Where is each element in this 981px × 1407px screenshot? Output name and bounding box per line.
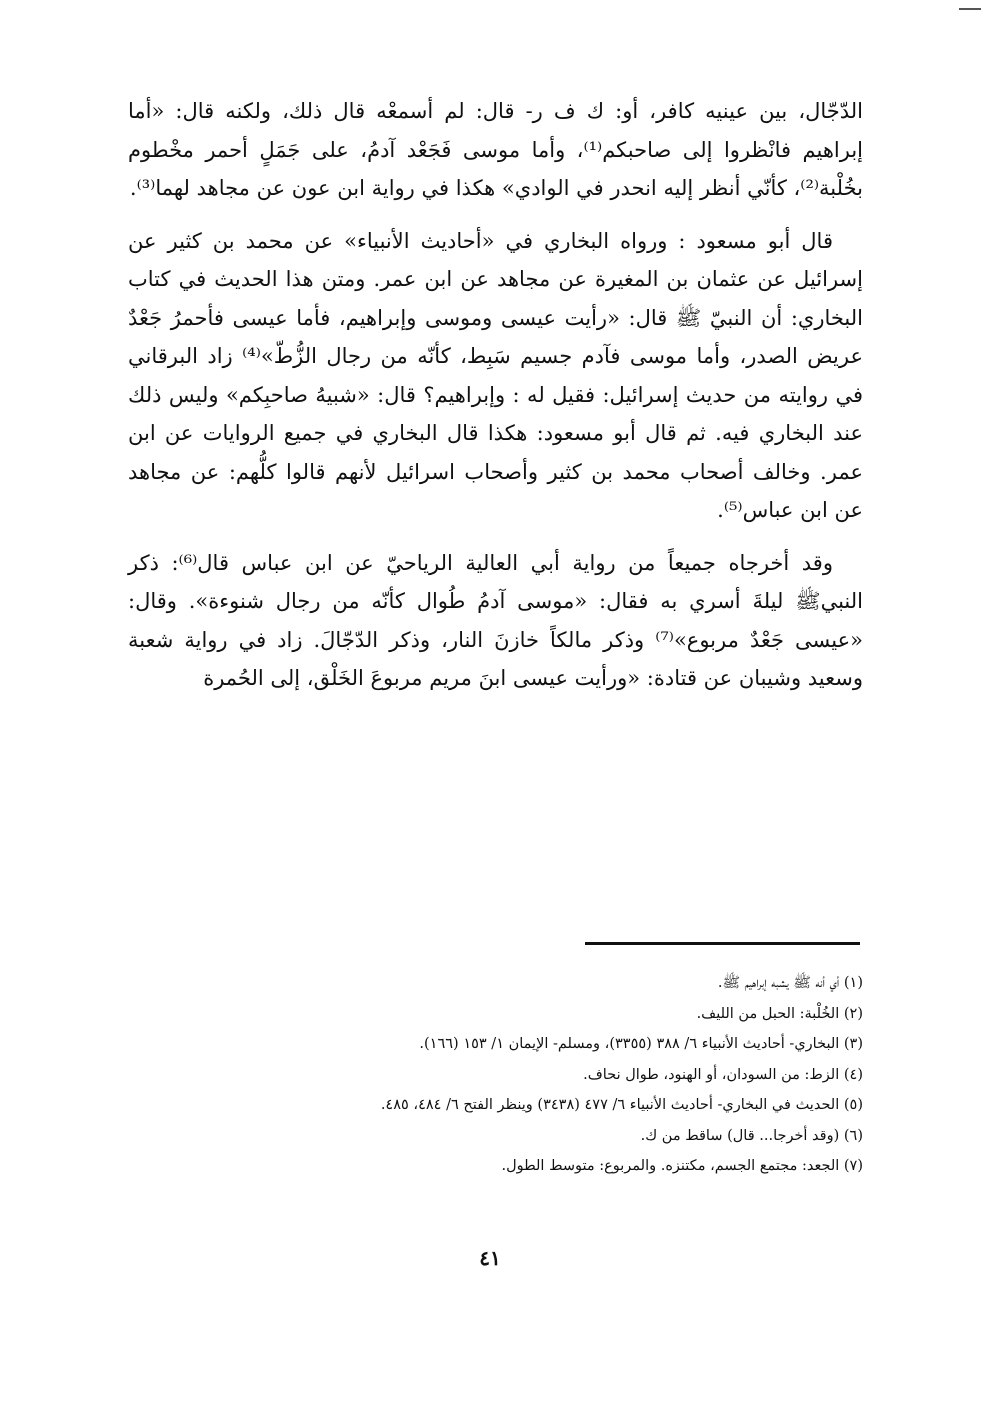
footnote-4: (٤) الزط: من السودان، أو الهنود، طوال نحاف. — [583, 1066, 863, 1083]
page-body — [128, 92, 863, 698]
paragraph-2: قال أبو مسعود : ورواه البخاري في «أحاديث الأنبياء» عن محمد بن كثير عن إسرائيل عن عثمان بن المغيرة عن مجاهد عن ابن عمر. ومتن هذا الحديث في كتاب البخاري: أن النبيّ ﷺ قال: «رأيت عيسى وموسى وإبراهيم، فأما عيسى فأحمرُ جَعْدٌ عريض الصدر، وأما موسى فآدم جسيم سَبِط، كأنّه من رجال الزُّطّ»⁽⁴⁾ زاد البرقاني في روايته من حديث إسرائيل: فقيل له : وإبراهيم؟ قال: «شبيهُ صاحبِكم» وليس ذلك عند البخاري فيه. ثم قال أبو مسعود: هكذا قال البخاري في جميع الروايات عن ابن عمر. وخالف أصحاب محمد بن كثير وأصحاب اسرائيل لأنهم قالوا كلُّهم: عن مجاهد عن ابن عباس⁽⁵⁾. — [128, 228, 863, 522]
footnote-7: (٧) الجعد: مجتمع الجسم، مكتنزه. والمربوع: متوسط الطول. — [501, 1158, 863, 1174]
footnote-2: (٢) الخُلْبة: الحبل من الليف. — [696, 1005, 863, 1022]
footnote-separator — [585, 942, 860, 945]
paragraph-1: الدّجّال، بين عينيه كافر، أو: ك ف ر- قال: لم أسمعْه قال ذلك، ولكنه قال: «أما إبراهيم فانْظروا إلى صاحبكم⁽¹⁾، وأما موسى فَجَعْد آدمُ، على جَمَلٍ أحمر مخْطوم بخُلْبة⁽²⁾، كأنّي أنظر إليه انحدر في الوادي» هكذا في رواية ابن عون عن مجاهد لهما⁽³⁾. — [128, 99, 863, 200]
main-text — [128, 92, 863, 698]
footnote-6: (٦) (وقد أخرجا... قال) ساقط من ك. — [640, 1127, 863, 1144]
scan-edge-mark — [959, 8, 981, 10]
page-number: ٤١ — [479, 1246, 501, 1270]
footnote-5: (٥) الحديث في البخاري- أحاديث الأنبياء ٦/ ٤٧٧ (٣٤٣٨) وينظر الفتح ٦/ ٤٨٤، ٤٨٥. — [380, 1097, 863, 1113]
footnotes-section — [200, 968, 863, 1182]
footnote-1: (١) أي أنه ﷺ يشبه إبراهيم ﷺ. — [717, 975, 863, 991]
footnote-3: (٣) البخاري- أحاديث الأنبياء ٦/ ٣٨٨ (٣٣٥٥)، ومسلم- الإيمان ١/ ١٥٣ (١٦٦). — [419, 1036, 863, 1052]
paragraph-3: وقد أخرجاه جميعاً من رواية أبي العالية الرياحيّ عن ابن عباس قال⁽⁶⁾: ذكر النبيﷺ ليلةَ أسري به فقال: «موسى آدمُ طُوال كأنّه من رجال شنوءة». وقال: «عيسى جَعْدٌ مربوع»⁽⁷⁾ وذكر مالكاً خازنَ النار، وذكر الدّجّالَ. زاد في رواية شعبة وسعيد وشيبان عن قتادة: «ورأيت عيسى ابنَ مريم مربوعَ الخَلْق، إلى الحُمرة — [128, 550, 863, 690]
